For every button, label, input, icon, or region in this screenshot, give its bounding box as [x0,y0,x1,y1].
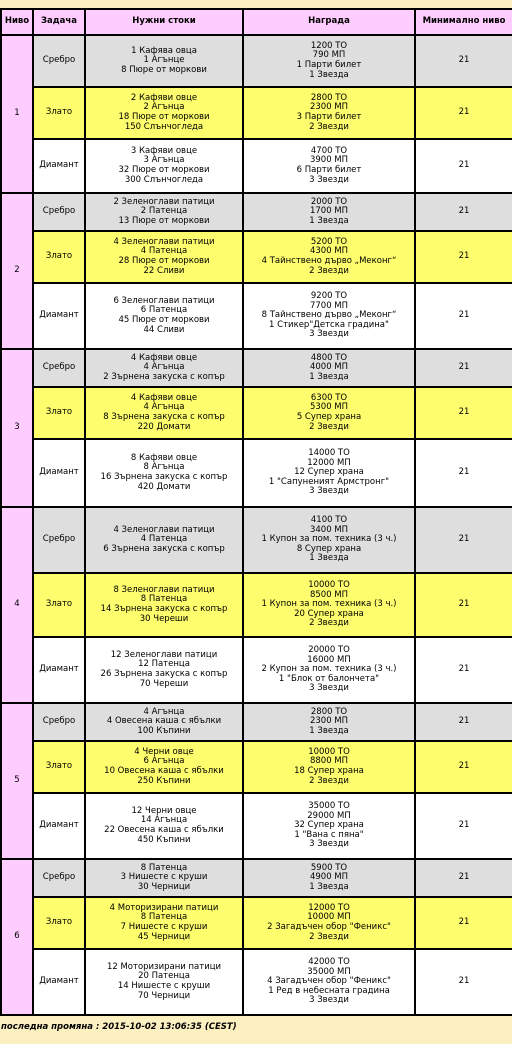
goods-line: 20 Патенца [138,971,190,982]
reward-line: 10000 ТО [308,580,350,591]
goods-line: 2 Кафяви овце [130,92,198,103]
reward-line: 6300 ТО [310,392,348,403]
reward-line: 1 Стикер"Детска градина" [269,319,389,330]
reward-cell [243,859,415,897]
reward-line: 3 Звезди [309,995,349,1006]
goods-line: 4 Черни овце [134,746,194,757]
goods-line: 6 Зърнена закуска с копър [103,543,225,554]
reward-line: 5300 МП [309,402,349,413]
reward-line: 1 Звезда [309,553,349,564]
reward-line: 1 "Блок от балончета" [278,673,380,684]
level-cell: 2 [1,193,33,349]
goods-line: 22 Сливи [143,265,185,276]
goods-cell [85,859,243,897]
goods-cell [85,637,243,703]
task-cell: Диамант [33,949,85,1015]
goods-line: 30 Череши [139,613,189,624]
task-cell: Сребро [33,35,85,87]
reward-line: 29000 МП [307,810,351,821]
goods-line: 44 Сливи [143,324,185,335]
reward-cell [243,193,415,231]
reward-line: 14000 ТО [308,448,350,459]
goods-line: 30 Черници [137,881,191,892]
reward-line: 3 Звезди [309,683,349,694]
reward-line: 5200 ТО [310,236,348,247]
min-level-cell: 21 [415,387,512,439]
reward-line: 35000 МП [307,966,351,977]
reward-line: 3 Звезди [309,329,349,340]
reward-line: 10000 ТО [308,746,350,757]
goods-line: 2 Патенца [140,206,188,217]
task-cell: Диамант [33,139,85,193]
reward-line: 6 Парти билет [296,165,362,175]
goods-line: 300 Слънчогледа [124,174,204,185]
task-cell: Злато [33,87,85,139]
goods-line: 6 Патенца [140,305,188,316]
min-level-cell: 21 [415,703,512,741]
goods-cell [85,349,243,387]
goods-line: 10 Овесена каша с ябълки [104,766,224,776]
goods-line: 4 Кафяви овце [130,392,198,403]
min-level-cell: 21 [415,193,512,231]
reward-line: 2000 ТО [310,196,348,207]
reward-line: 2 Звезди [309,121,349,132]
goods-line: 150 Слънчогледа [124,121,204,132]
reward-cell [243,349,415,387]
min-level-cell: 21 [415,87,512,139]
reward-line: 1 "Вана с пяна" [294,829,364,840]
goods-line: 12 Зеленоглави патици [110,649,218,660]
goods-cell [85,387,243,439]
goods-line: 28 Пюре от моркови [118,256,210,266]
reward-line: 10000 МП [307,912,351,923]
goods-line: 6 Зеленоглави патици [113,295,215,306]
reward-line: 2800 ТО [310,706,348,717]
table-row [1,507,512,573]
reward-cell [243,439,415,507]
goods-line: 6 Агънца [143,756,185,767]
goods-cell [85,35,243,87]
reward-cell [243,793,415,859]
reward-line: 1 Звезда [309,725,349,736]
level-cell: 6 [1,859,33,1015]
reward-line: 1 "Сапуненият Армстронг" [268,476,390,487]
task-cell: Сребро [33,507,85,573]
task-cell: Сребро [33,859,85,897]
task-cell: Диамант [33,439,85,507]
table-row [1,387,512,439]
goods-line: 420 Домати [137,481,191,492]
reward-cell [243,35,415,87]
reward-line: 2800 ТО [310,92,348,103]
reward-line: 5 Супер храна [296,412,362,422]
reward-line: 18 Супер храна [294,766,364,776]
reward-line: 3400 МП [309,524,349,535]
reward-cell [243,741,415,793]
table-row [1,741,512,793]
reward-line: 4900 МП [309,872,349,883]
reward-line: 2 Купон за пом. техника (3 ч.) [261,664,397,675]
reward-line: 4300 МП [309,246,349,257]
goods-line: 2 Агънца [143,102,185,113]
table-row [1,637,512,703]
reward-line: 20000 ТО [308,645,350,656]
goods-line: 4 Овесена каша с ябълки [106,716,222,727]
task-cell: Диамант [33,637,85,703]
reward-line: 1 Купон за пом. техника (3 ч.) [261,534,397,545]
reward-line: 8500 МП [309,589,349,600]
reward-line: 12 Супер храна [294,467,364,478]
goods-line: 4 Зеленоглави патици [113,524,215,535]
goods-line: 14 Нишесте с круши [117,981,211,991]
goods-cell [85,703,243,741]
reward-line: 1 Звезда [309,371,349,382]
goods-line: 22 Овесена каша с ябълки [104,825,224,835]
task-cell: Злато [33,231,85,283]
table-row [1,35,512,87]
task-cell: Сребро [33,703,85,741]
reward-line: 3900 МП [309,155,349,166]
level-cell: 1 [1,35,33,193]
goods-line: 2 Зеленоглави патици [113,196,215,207]
goods-line: 4 Моторизирани патици [109,902,219,913]
reward-line: 9200 ТО [310,291,348,302]
reward-line: 8 Супер храна [296,543,362,554]
reward-line: 2300 МП [309,102,349,113]
tasks-table [0,8,512,1016]
table-body [1,35,512,1015]
goods-line: 4 Агънца [143,362,185,373]
goods-line: 8 Зърнена закуска с копър [103,412,225,422]
header-goods: Нужни стоки [85,9,243,35]
goods-line: 4 Патенца [140,246,188,257]
min-level-cell: 21 [415,897,512,949]
goods-line: 16 Зърнена закуска с копър [100,472,228,482]
min-level-cell: 21 [415,439,512,507]
goods-line: 26 Зърнена закуска с копър [100,669,228,679]
min-level-cell: 21 [415,507,512,573]
task-cell: Диамант [33,793,85,859]
goods-line: 250 Къпини [137,775,191,786]
task-cell: Злато [33,897,85,949]
reward-cell [243,573,415,637]
reward-line: 1 Звезда [309,215,349,226]
header-reward: Награда [243,9,415,35]
goods-line: 8 Зеленоглави патици [113,584,215,595]
goods-line: 4 Патенца [140,534,188,545]
reward-line: 1 Звезда [309,881,349,892]
goods-line: 2 Зърнена закуска с копър [103,371,225,382]
task-cell: Злато [33,387,85,439]
goods-line: 13 Пюре от моркови [118,215,210,226]
level-cell: 3 [1,349,33,507]
goods-line: 100 Къпини [137,725,191,736]
reward-line: 1 Парти билет [296,60,362,70]
goods-cell [85,87,243,139]
reward-line: 2300 МП [309,716,349,727]
reward-cell [243,703,415,741]
table-row [1,859,512,897]
goods-line: 4 Агънца [143,706,185,717]
reward-cell [243,231,415,283]
goods-line: 8 Патенца [140,594,188,605]
reward-line: 790 МП [312,50,346,61]
min-level-cell: 21 [415,741,512,793]
reward-line: 3 Звезди [309,486,349,497]
reward-line: 4000 МП [309,362,349,373]
reward-line: 3 Звезди [309,839,349,850]
reward-line: 2 Звезди [309,421,349,432]
reward-line: 4100 ТО [310,515,348,526]
reward-line: 1 Ред в небесната градина [268,985,390,996]
reward-line: 35000 ТО [308,801,350,812]
goods-line: 1 Агънце [143,55,185,66]
goods-line: 12 Моторизирани патици [106,961,222,972]
goods-line: 70 Черници [137,990,191,1001]
goods-line: 4 Кафяви овце [130,352,198,363]
goods-line: 1 Кафява овца [131,45,197,56]
goods-line: 8 Патенца [140,912,188,923]
table-row [1,703,512,741]
goods-line: 18 Пюре от моркови [118,112,210,122]
table-row [1,897,512,949]
table-row [1,139,512,193]
goods-cell [85,897,243,949]
reward-cell [243,283,415,349]
min-level-cell: 21 [415,949,512,1015]
goods-cell [85,193,243,231]
table-row [1,193,512,231]
task-cell: Диамант [33,283,85,349]
table-row [1,573,512,637]
goods-line: 450 Къпини [137,834,191,845]
goods-line: 8 Патенца [140,862,188,873]
goods-line: 8 Пюре от моркови [121,64,207,75]
reward-line: 3 Звезди [309,174,349,185]
reward-line: 5900 ТО [310,862,348,873]
table-row [1,439,512,507]
goods-line: 12 Патенца [138,659,190,670]
goods-line: 14 Агънца [140,815,188,826]
min-level-cell: 21 [415,231,512,283]
goods-line: 32 Пюре от моркови [118,165,210,175]
reward-line: 2 Звезди [309,265,349,276]
reward-line: 7700 МП [309,300,349,311]
reward-cell [243,139,415,193]
goods-line: 8 Агънца [143,462,185,473]
reward-cell [243,87,415,139]
reward-line: 1200 ТО [310,40,348,51]
task-cell: Злато [33,741,85,793]
table-row [1,949,512,1015]
goods-cell [85,741,243,793]
goods-line: 4 Агънца [143,402,185,413]
goods-line: 4 Зеленоглави патици [113,236,215,247]
reward-line: 1 Звезда [309,69,349,80]
goods-line: 220 Домати [137,421,191,432]
goods-line: 3 Нишесте с круши [120,872,208,883]
reward-line: 2 Звезди [309,775,349,786]
goods-cell [85,283,243,349]
reward-line: 16000 МП [307,654,351,665]
reward-line: 8800 МП [309,756,349,767]
goods-line: 8 Кафяви овце [130,452,198,463]
goods-cell [85,507,243,573]
task-cell: Сребро [33,193,85,231]
reward-line: 1 Купон за пом. техника (3 ч.) [261,599,397,610]
min-level-cell: 21 [415,349,512,387]
goods-cell [85,439,243,507]
reward-line: 4700 ТО [310,145,348,156]
task-cell: Сребро [33,349,85,387]
min-level-cell: 21 [415,139,512,193]
goods-cell [85,573,243,637]
task-cell: Злато [33,573,85,637]
goods-cell [85,793,243,859]
table-row [1,231,512,283]
min-level-cell: 21 [415,573,512,637]
reward-cell [243,949,415,1015]
goods-line: 45 Черници [137,931,191,942]
header-task: Задача [33,9,85,35]
reward-line: 20 Супер храна [294,608,364,619]
min-level-cell: 21 [415,283,512,349]
level-cell: 5 [1,703,33,859]
reward-line: 2 Звезди [309,618,349,629]
table-row [1,793,512,859]
reward-line: 8 Тайнствено дърво „Меконг“ [261,310,397,321]
goods-line: 14 Зърнена закуска с копър [100,604,228,614]
reward-line: 3 Парти билет [296,112,362,122]
reward-line: 2 Загадъчен обор "Феникс" [267,922,391,932]
reward-line: 12000 МП [307,457,351,468]
goods-line: 7 Нишесте с круши [120,922,208,932]
reward-cell [243,387,415,439]
reward-cell [243,897,415,949]
goods-line: 3 Кафяви овце [130,145,198,156]
reward-cell [243,637,415,703]
last-modified: последна промяна : 2015-10-02 13:06:35 (CEST) [1,1022,237,1032]
goods-line: 12 Черни овце [131,805,197,816]
goods-cell [85,139,243,193]
table-row [1,349,512,387]
reward-line: 12000 ТО [308,902,350,913]
reward-line: 4800 ТО [310,352,348,363]
header-level: Ниво [1,9,33,35]
goods-line: 70 Череши [139,678,189,689]
reward-line: 1700 МП [309,206,349,217]
min-level-cell: 21 [415,859,512,897]
reward-line: 2 Звезди [309,931,349,942]
goods-line: 3 Агънца [143,155,185,166]
reward-line: 42000 ТО [308,957,350,968]
min-level-cell: 21 [415,637,512,703]
header-min-level: Минимално ниво [415,9,512,35]
table-row [1,283,512,349]
header-row [1,9,512,35]
goods-line: 45 Пюре от моркови [118,315,210,325]
level-cell: 4 [1,507,33,703]
reward-line: 4 Тайнствено дърво „Меконг“ [261,256,397,266]
goods-cell [85,231,243,283]
table-row [1,87,512,139]
min-level-cell: 21 [415,793,512,859]
reward-line: 32 Супер храна [294,820,364,831]
goods-cell [85,949,243,1015]
reward-line: 4 Загадъчен обор "Феникс" [267,976,391,987]
min-level-cell: 21 [415,35,512,87]
reward-cell [243,507,415,573]
